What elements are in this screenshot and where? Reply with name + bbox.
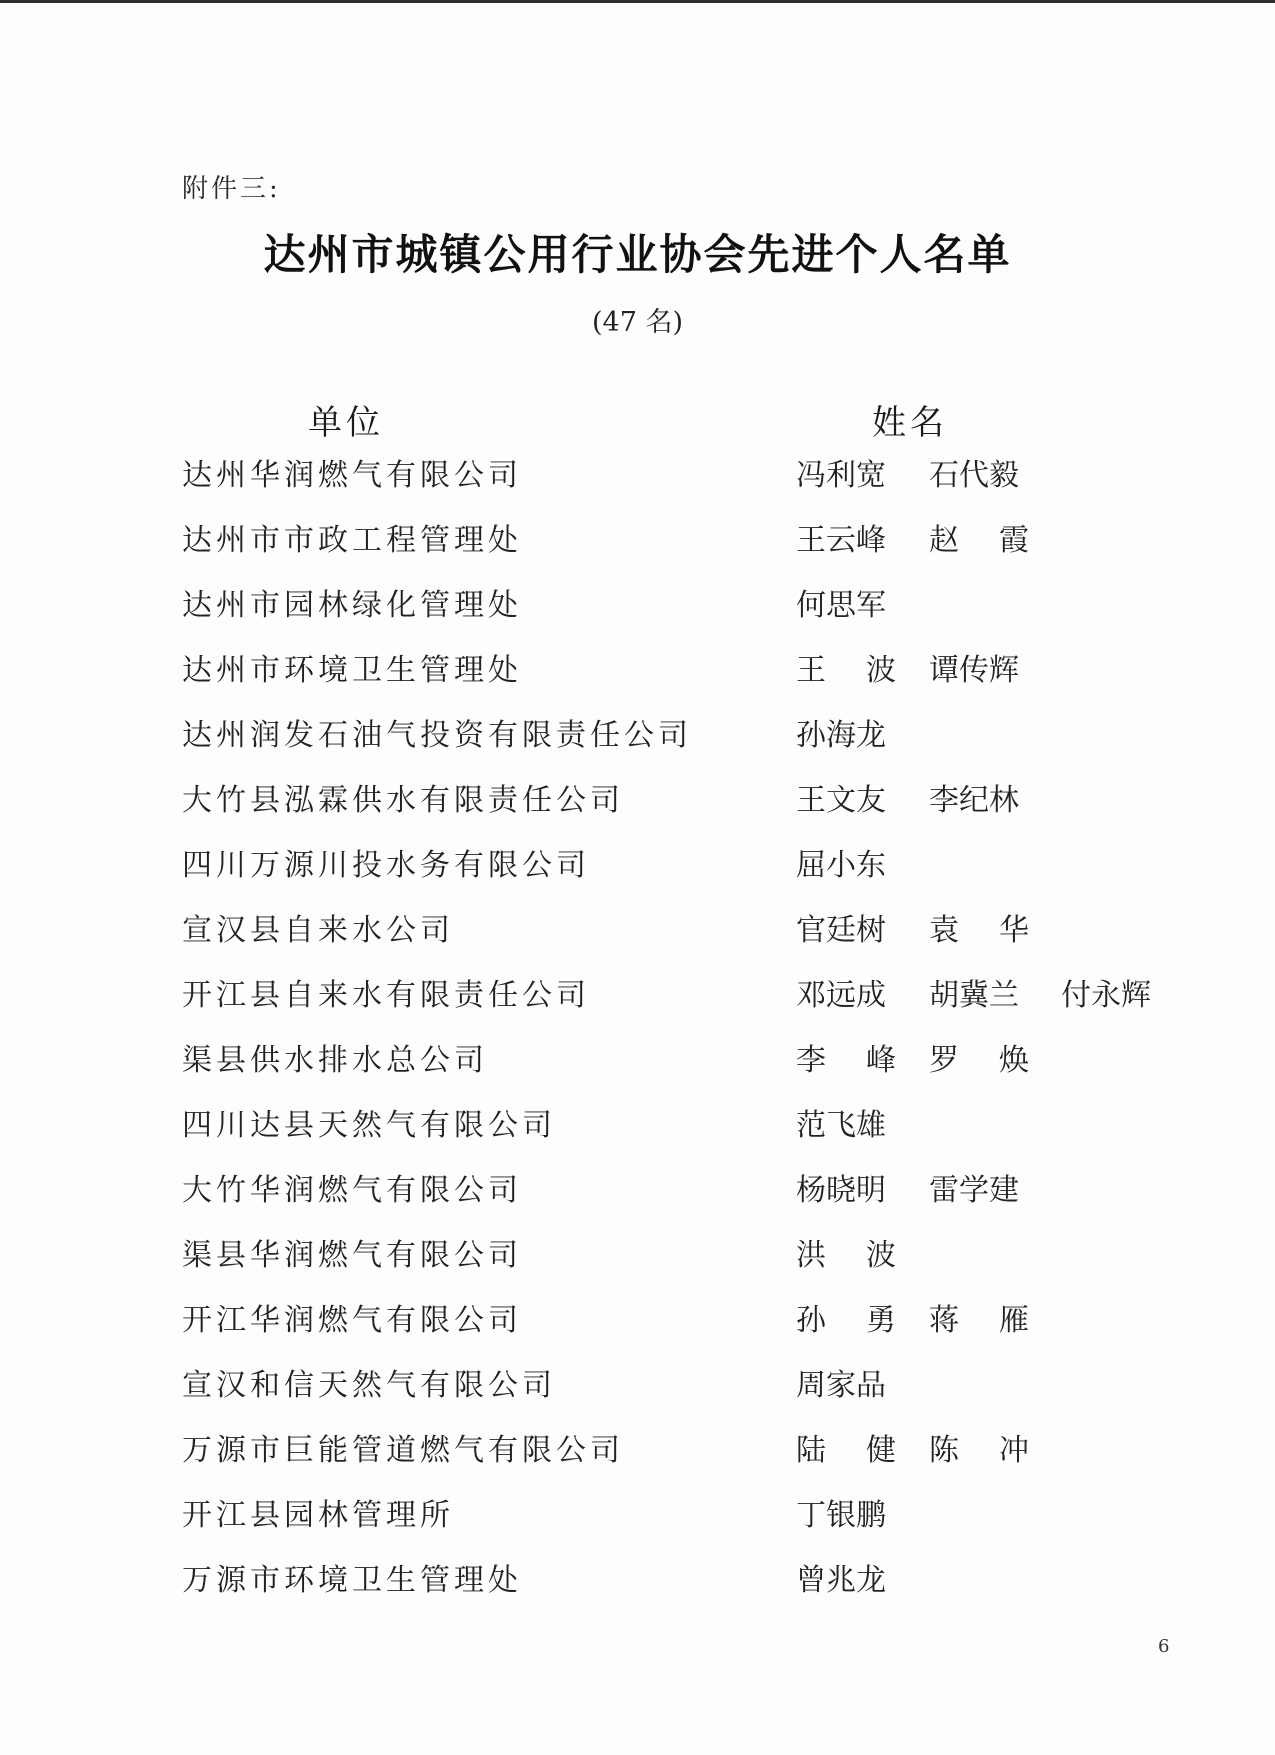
unit-name: 达州市环境卫生管理处 (182, 653, 522, 688)
person-name: 赵 霞 (929, 523, 1029, 558)
list-item (0, 970, 1275, 1035)
unit-name: 万源市环境卫生管理处 (182, 1563, 522, 1598)
person-name: 丁 银 鹏 (796, 1498, 886, 1533)
unit-name: 四川达县天然气有限公司 (182, 1108, 556, 1143)
unit-name: 渠县华润燃气有限公司 (182, 1238, 522, 1273)
list-item (0, 775, 1275, 840)
person-name: 屈 小 东 (796, 848, 886, 883)
page-number: 6 (1158, 1636, 1170, 1657)
person-name: 王 波 (796, 653, 896, 688)
person-name: 谭 传 辉 (929, 653, 1019, 688)
person-name: 陈 冲 (929, 1433, 1029, 1468)
list-item (0, 1165, 1275, 1230)
person-name: 何 思 军 (796, 588, 886, 623)
unit-name: 大竹华润燃气有限公司 (182, 1173, 522, 1208)
unit-name: 渠县供水排水总公司 (182, 1043, 488, 1078)
list-item (0, 1425, 1275, 1490)
honoree-list (0, 450, 1275, 1620)
list-item (0, 905, 1275, 970)
list-item (0, 1295, 1275, 1360)
list-item (0, 645, 1275, 710)
person-name: 冯 利 宽 (796, 458, 886, 493)
list-item (0, 515, 1275, 580)
person-name: 孙 海 龙 (796, 718, 886, 753)
column-header-name: 姓名 (872, 403, 948, 443)
person-name: 李 峰 (796, 1043, 896, 1078)
list-item (0, 450, 1275, 515)
column-header-unit: 单位 (308, 403, 384, 443)
person-name: 洪 波 (796, 1238, 896, 1273)
unit-name: 达州市园林绿化管理处 (182, 588, 522, 623)
person-name: 杨 晓 明 (796, 1173, 886, 1208)
list-item (0, 1555, 1275, 1620)
attachment-label: 附件三: (182, 174, 281, 204)
unit-name: 四川万源川投水务有限公司 (182, 848, 590, 883)
person-name: 雷 学 建 (929, 1173, 1019, 1208)
unit-name: 开江华润燃气有限公司 (182, 1303, 522, 1338)
person-name: 李 纪 林 (929, 783, 1019, 818)
unit-name: 万源市巨能管道燃气有限公司 (182, 1433, 624, 1468)
unit-name: 达州润发石油气投资有限责任公司 (182, 718, 692, 753)
list-item (0, 1360, 1275, 1425)
person-name: 王 文 友 (796, 783, 886, 818)
unit-name: 开江县自来水有限责任公司 (182, 978, 590, 1013)
list-item (0, 840, 1275, 905)
person-name: 范 飞 雄 (796, 1108, 886, 1143)
list-item (0, 1100, 1275, 1165)
person-name: 石 代 毅 (929, 458, 1019, 493)
unit-name: 开江县园林管理所 (182, 1498, 454, 1533)
person-name: 胡 冀 兰 (929, 978, 1019, 1013)
list-item (0, 1230, 1275, 1295)
person-name: 曾 兆 龙 (796, 1563, 886, 1598)
honoree-count: (47 名) (591, 307, 683, 338)
list-item (0, 580, 1275, 645)
unit-name: 大竹县泓霖供水有限责任公司 (182, 783, 624, 818)
unit-name: 宣汉县自来水公司 (182, 913, 454, 948)
document-title: 达州市城镇公用行业协会先进个人名单 (263, 230, 1012, 279)
unit-name: 达州市市政工程管理处 (182, 523, 522, 558)
list-item (0, 1490, 1275, 1555)
list-item (0, 1035, 1275, 1100)
scan-top-edge (0, 0, 1275, 3)
person-name: 蒋 雁 (929, 1303, 1029, 1338)
person-name: 邓 远 成 (796, 978, 886, 1013)
unit-name: 宣汉和信天然气有限公司 (182, 1368, 556, 1403)
unit-name: 达州华润燃气有限公司 (182, 458, 522, 493)
person-name: 官 廷 树 (796, 913, 886, 948)
person-name: 王 云 峰 (796, 523, 886, 558)
person-name: 孙 勇 (796, 1303, 896, 1338)
person-name: 周 家 品 (796, 1368, 886, 1403)
person-name: 袁 华 (929, 913, 1029, 948)
person-name: 陆 健 (796, 1433, 896, 1468)
list-item (0, 710, 1275, 775)
person-name: 罗 焕 (929, 1043, 1029, 1078)
person-name: 付 永 辉 (1061, 978, 1151, 1013)
